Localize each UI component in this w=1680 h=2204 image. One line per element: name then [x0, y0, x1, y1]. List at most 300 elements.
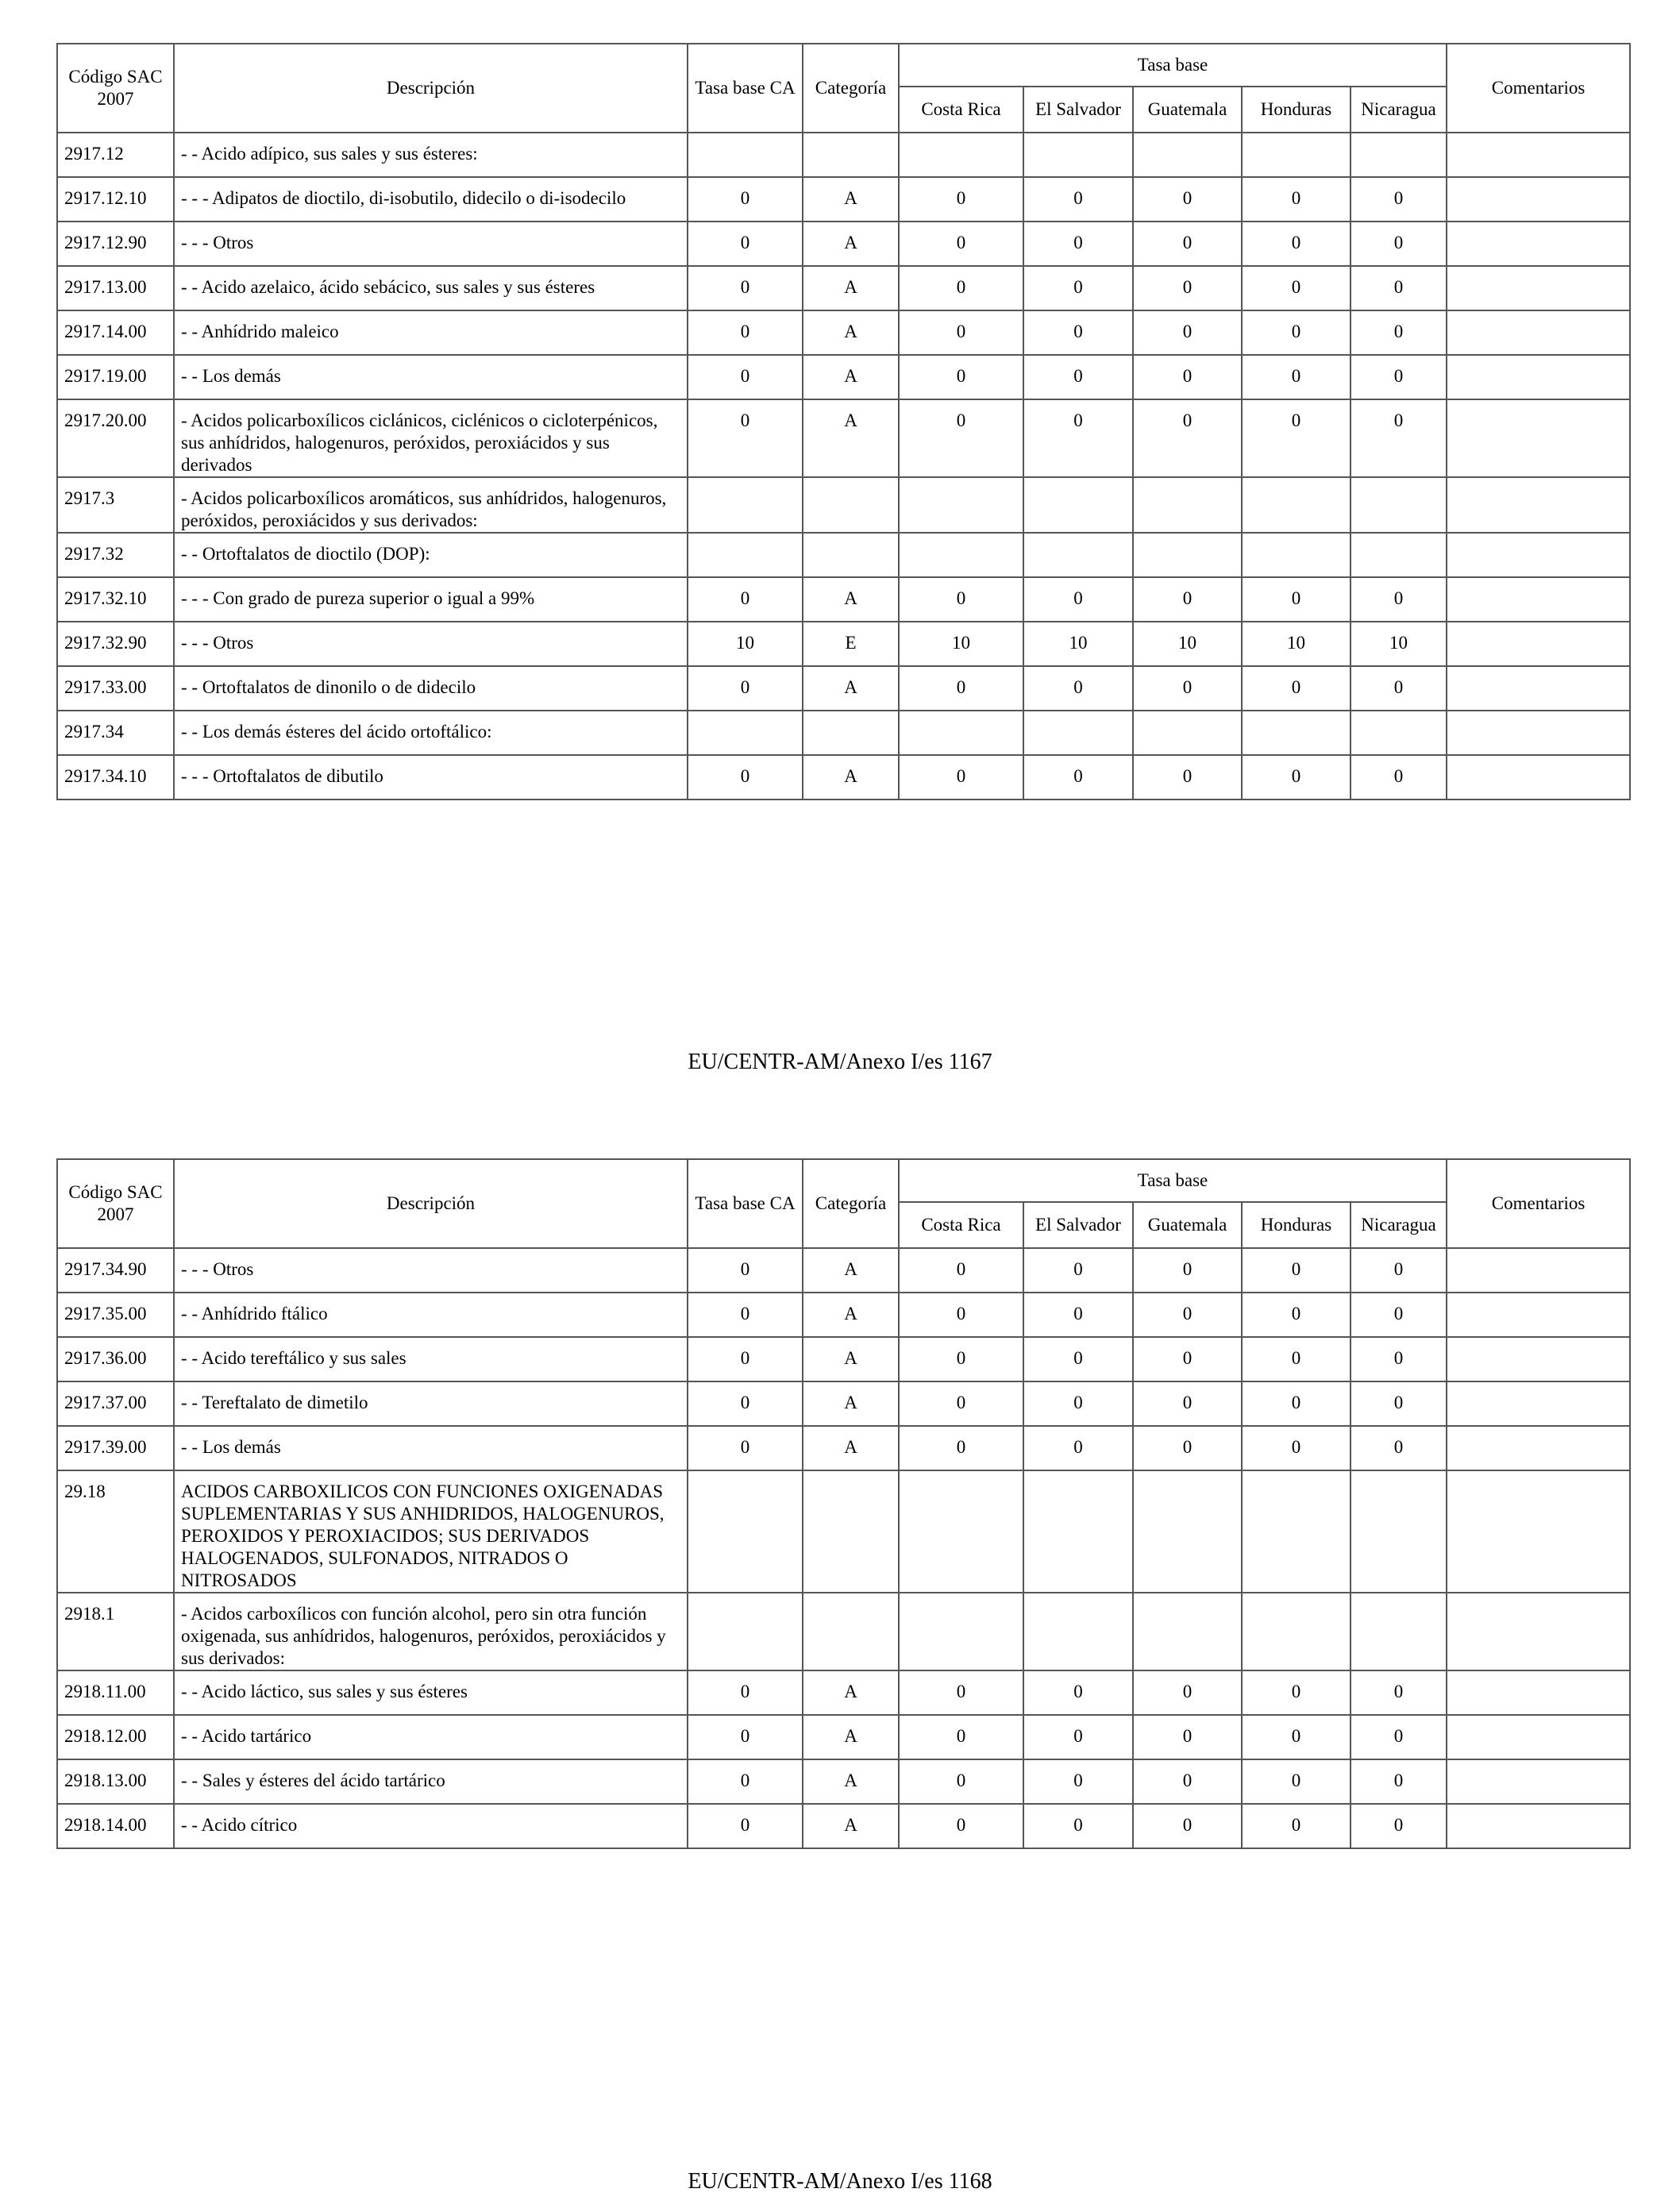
cell-honduras: 0 [1242, 1670, 1351, 1715]
cell-categoria: A [803, 1715, 899, 1759]
table-row [57, 533, 1630, 577]
cell-descripcion: - - Los demás [174, 1426, 688, 1470]
cell-el-salvador: 0 [1023, 222, 1133, 266]
cell-categoria: A [803, 222, 899, 266]
cell-el-salvador: 0 [1023, 1381, 1133, 1426]
cell-tasa-base-ca [688, 533, 803, 577]
cell-el-salvador: 0 [1023, 1337, 1133, 1381]
header-el-salvador: El Salvador [1023, 87, 1133, 133]
cell-descripcion: - - Anhídrido ftálico [174, 1293, 688, 1337]
cell-guatemala [1133, 533, 1242, 577]
table-row [57, 755, 1630, 800]
header-tasa-base: Tasa base [899, 1159, 1447, 1202]
cell-tasa-base-ca: 0 [688, 1759, 803, 1804]
cell-guatemala [1133, 1470, 1242, 1593]
cell-categoria [803, 1593, 899, 1670]
cell-comentarios [1447, 1293, 1630, 1337]
cell-codigo: 2917.33.00 [57, 666, 174, 711]
cell-comentarios [1447, 222, 1630, 266]
cell-guatemala: 0 [1133, 1759, 1242, 1804]
table-row [57, 577, 1630, 622]
table-row [57, 1715, 1630, 1759]
cell-tasa-base-ca: 0 [688, 1715, 803, 1759]
cell-tasa-base-ca: 0 [688, 1426, 803, 1470]
tariff-table-1 [56, 43, 1631, 800]
cell-honduras: 0 [1242, 1759, 1351, 1804]
cell-descripcion: - - Acido tereftálico y sus sales [174, 1337, 688, 1381]
cell-nicaragua: 0 [1351, 1337, 1447, 1381]
cell-codigo: 2918.11.00 [57, 1670, 174, 1715]
cell-costa-rica: 0 [899, 310, 1023, 355]
cell-comentarios [1447, 310, 1630, 355]
cell-categoria: A [803, 666, 899, 711]
cell-nicaragua: 0 [1351, 355, 1447, 399]
cell-comentarios [1447, 1715, 1630, 1759]
cell-descripcion: - - - Otros [174, 622, 688, 666]
cell-descripcion: - Acidos policarboxílicos ciclánicos, ciclénicos o cicloterpénicos, sus anhídridos, halogenuros, peróxidos, peroxiácidos y sus derivados [174, 399, 688, 477]
cell-honduras [1242, 711, 1351, 755]
header-descripcion: Descripción [174, 44, 688, 133]
cell-comentarios [1447, 711, 1630, 755]
cell-honduras: 0 [1242, 1381, 1351, 1426]
cell-tasa-base-ca: 0 [688, 266, 803, 310]
cell-guatemala: 0 [1133, 1337, 1242, 1381]
cell-honduras: 0 [1242, 310, 1351, 355]
cell-costa-rica: 0 [899, 1426, 1023, 1470]
cell-el-salvador: 0 [1023, 399, 1133, 477]
cell-descripcion: - Acidos policarboxílicos aromáticos, sus anhídridos, halogenuros, peróxidos, peroxiácidos y sus derivados: [174, 477, 688, 533]
cell-costa-rica: 0 [899, 1759, 1023, 1804]
header-nicaragua: Nicaragua [1351, 87, 1447, 133]
header-honduras: Honduras [1242, 87, 1351, 133]
table-row [57, 1337, 1630, 1381]
cell-nicaragua: 0 [1351, 1804, 1447, 1848]
cell-honduras [1242, 533, 1351, 577]
cell-costa-rica: 0 [899, 399, 1023, 477]
cell-guatemala: 0 [1133, 1293, 1242, 1337]
table-row [57, 622, 1630, 666]
cell-el-salvador: 0 [1023, 355, 1133, 399]
cell-categoria: A [803, 1293, 899, 1337]
table-body [57, 1248, 1630, 1848]
cell-nicaragua: 0 [1351, 310, 1447, 355]
cell-nicaragua: 0 [1351, 666, 1447, 711]
cell-categoria [803, 1470, 899, 1593]
cell-comentarios [1447, 666, 1630, 711]
cell-el-salvador: 0 [1023, 1293, 1133, 1337]
cell-honduras: 0 [1242, 222, 1351, 266]
table-row [57, 177, 1630, 222]
cell-el-salvador: 0 [1023, 577, 1133, 622]
table-row [57, 477, 1630, 533]
cell-descripcion: - - Acido azelaico, ácido sebácico, sus sales y sus ésteres [174, 266, 688, 310]
cell-descripcion: - - Anhídrido maleico [174, 310, 688, 355]
header-categoria: Categoría [803, 44, 899, 133]
cell-nicaragua: 0 [1351, 577, 1447, 622]
cell-costa-rica [899, 711, 1023, 755]
cell-guatemala: 0 [1133, 222, 1242, 266]
cell-descripcion: - - Ortoftalatos de dioctilo (DOP): [174, 533, 688, 577]
cell-codigo: 2917.39.00 [57, 1426, 174, 1470]
header-honduras: Honduras [1242, 1202, 1351, 1248]
cell-tasa-base-ca: 0 [688, 399, 803, 477]
cell-codigo: 2918.14.00 [57, 1804, 174, 1848]
cell-comentarios [1447, 1337, 1630, 1381]
cell-costa-rica: 0 [899, 1381, 1023, 1426]
cell-categoria: A [803, 177, 899, 222]
cell-el-salvador [1023, 1593, 1133, 1670]
cell-el-salvador [1023, 1470, 1133, 1593]
cell-descripcion: - - Acido láctico, sus sales y sus ésteres [174, 1670, 688, 1715]
cell-comentarios [1447, 1804, 1630, 1848]
cell-costa-rica [899, 477, 1023, 533]
cell-tasa-base-ca: 0 [688, 1248, 803, 1293]
cell-tasa-base-ca: 10 [688, 622, 803, 666]
table-row [57, 266, 1630, 310]
cell-costa-rica: 0 [899, 355, 1023, 399]
table-body [57, 133, 1630, 800]
cell-categoria: A [803, 1759, 899, 1804]
cell-comentarios [1447, 622, 1630, 666]
cell-honduras: 0 [1242, 1715, 1351, 1759]
cell-guatemala [1133, 477, 1242, 533]
cell-descripcion: - - Acido adípico, sus sales y sus ésteres: [174, 133, 688, 177]
cell-tasa-base-ca: 0 [688, 1293, 803, 1337]
cell-guatemala: 0 [1133, 1426, 1242, 1470]
cell-codigo: 2917.37.00 [57, 1381, 174, 1426]
cell-costa-rica: 0 [899, 755, 1023, 800]
cell-honduras: 0 [1242, 666, 1351, 711]
cell-nicaragua: 0 [1351, 1670, 1447, 1715]
cell-el-salvador: 0 [1023, 1426, 1133, 1470]
header-codigo: Código SAC 2007 [57, 1159, 174, 1248]
cell-el-salvador [1023, 477, 1133, 533]
cell-descripcion: ACIDOS CARBOXILICOS CON FUNCIONES OXIGENADAS SUPLEMENTARIAS Y SUS ANHIDRIDOS, HALOGENUROS, PEROXIDOS Y PEROXIACIDOS; SUS DERIVADOS HALOGENADOS, SULFONADOS, NITRADOS O NITROSADOS [174, 1470, 688, 1593]
cell-nicaragua: 0 [1351, 1759, 1447, 1804]
header-tasa-base-ca: Tasa base CA [688, 44, 803, 133]
cell-comentarios [1447, 177, 1630, 222]
cell-comentarios [1447, 1248, 1630, 1293]
cell-comentarios [1447, 133, 1630, 177]
cell-tasa-base-ca: 0 [688, 755, 803, 800]
cell-tasa-base-ca: 0 [688, 1337, 803, 1381]
cell-el-salvador: 0 [1023, 1715, 1133, 1759]
cell-comentarios [1447, 577, 1630, 622]
cell-nicaragua: 0 [1351, 1426, 1447, 1470]
cell-el-salvador: 0 [1023, 310, 1133, 355]
cell-honduras [1242, 477, 1351, 533]
cell-el-salvador: 10 [1023, 622, 1133, 666]
cell-tasa-base-ca [688, 1470, 803, 1593]
cell-comentarios [1447, 1470, 1630, 1593]
cell-categoria: A [803, 1248, 899, 1293]
cell-codigo: 2917.34.10 [57, 755, 174, 800]
cell-descripcion: - - Acido tartárico [174, 1715, 688, 1759]
cell-tasa-base-ca: 0 [688, 355, 803, 399]
table-row [57, 711, 1630, 755]
cell-comentarios [1447, 355, 1630, 399]
cell-categoria: A [803, 1337, 899, 1381]
cell-guatemala: 0 [1133, 355, 1242, 399]
cell-tasa-base-ca: 0 [688, 666, 803, 711]
cell-guatemala: 0 [1133, 266, 1242, 310]
cell-codigo: 29.18 [57, 1470, 174, 1593]
header-comentarios: Comentarios [1447, 1159, 1630, 1248]
cell-costa-rica: 0 [899, 266, 1023, 310]
cell-codigo: 2917.34.90 [57, 1248, 174, 1293]
cell-codigo: 2917.12.10 [57, 177, 174, 222]
cell-guatemala: 0 [1133, 1381, 1242, 1426]
cell-categoria: E [803, 622, 899, 666]
cell-descripcion: - - Ortoftalatos de dinonilo o de didecilo [174, 666, 688, 711]
cell-categoria: A [803, 1381, 899, 1426]
cell-guatemala: 0 [1133, 1804, 1242, 1848]
table-row [57, 1426, 1630, 1470]
cell-el-salvador: 0 [1023, 1248, 1133, 1293]
cell-codigo: 2917.36.00 [57, 1337, 174, 1381]
cell-guatemala: 0 [1133, 755, 1242, 800]
cell-el-salvador: 0 [1023, 666, 1133, 711]
cell-costa-rica: 0 [899, 666, 1023, 711]
header-guatemala: Guatemala [1133, 87, 1242, 133]
cell-categoria [803, 477, 899, 533]
cell-categoria: A [803, 399, 899, 477]
cell-costa-rica: 0 [899, 1337, 1023, 1381]
cell-categoria [803, 711, 899, 755]
cell-honduras [1242, 1470, 1351, 1593]
cell-costa-rica: 0 [899, 177, 1023, 222]
cell-comentarios [1447, 755, 1630, 800]
cell-tasa-base-ca [688, 477, 803, 533]
header-costa-rica: Costa Rica [899, 87, 1023, 133]
cell-descripcion: - - - Adipatos de dioctilo, di-isobutilo, didecilo o di-isodecilo [174, 177, 688, 222]
cell-honduras: 0 [1242, 1293, 1351, 1337]
cell-codigo: 2917.32.90 [57, 622, 174, 666]
cell-tasa-base-ca: 0 [688, 310, 803, 355]
cell-comentarios [1447, 1759, 1630, 1804]
header-guatemala: Guatemala [1133, 1202, 1242, 1248]
cell-costa-rica: 0 [899, 222, 1023, 266]
cell-el-salvador: 0 [1023, 266, 1133, 310]
cell-categoria: A [803, 1804, 899, 1848]
header-tasa-base: Tasa base [899, 44, 1447, 87]
cell-tasa-base-ca [688, 133, 803, 177]
cell-nicaragua: 0 [1351, 266, 1447, 310]
cell-guatemala: 0 [1133, 666, 1242, 711]
table-row [57, 666, 1630, 711]
cell-nicaragua [1351, 1470, 1447, 1593]
cell-comentarios [1447, 533, 1630, 577]
cell-codigo: 2918.13.00 [57, 1759, 174, 1804]
cell-costa-rica: 0 [899, 1715, 1023, 1759]
table-row [57, 1804, 1630, 1848]
cell-categoria: A [803, 577, 899, 622]
cell-comentarios [1447, 1381, 1630, 1426]
cell-codigo: 2917.19.00 [57, 355, 174, 399]
header-descripcion: Descripción [174, 1159, 688, 1248]
cell-nicaragua: 0 [1351, 755, 1447, 800]
cell-honduras: 0 [1242, 1337, 1351, 1381]
cell-honduras: 0 [1242, 1804, 1351, 1848]
table-row [57, 399, 1630, 477]
table-row [57, 1670, 1630, 1715]
cell-nicaragua: 0 [1351, 1381, 1447, 1426]
cell-descripcion: - - Acido cítrico [174, 1804, 688, 1848]
cell-honduras [1242, 133, 1351, 177]
cell-descripcion: - - - Otros [174, 222, 688, 266]
page-footer: EU/CENTR-AM/Anexo I/es 1168 [688, 2169, 992, 2194]
cell-costa-rica: 0 [899, 1804, 1023, 1848]
cell-costa-rica [899, 133, 1023, 177]
cell-nicaragua [1351, 711, 1447, 755]
cell-costa-rica [899, 533, 1023, 577]
cell-codigo: 2917.3 [57, 477, 174, 533]
cell-honduras: 10 [1242, 622, 1351, 666]
cell-descripcion: - - Los demás ésteres del ácido ortoftálico: [174, 711, 688, 755]
table-row [57, 222, 1630, 266]
cell-tasa-base-ca [688, 711, 803, 755]
cell-nicaragua: 0 [1351, 399, 1447, 477]
cell-comentarios [1447, 1670, 1630, 1715]
cell-nicaragua [1351, 1593, 1447, 1670]
cell-comentarios [1447, 399, 1630, 477]
table-row [57, 355, 1630, 399]
cell-costa-rica: 0 [899, 1248, 1023, 1293]
cell-codigo: 2918.1 [57, 1593, 174, 1670]
cell-categoria: A [803, 266, 899, 310]
cell-guatemala: 0 [1133, 399, 1242, 477]
cell-guatemala: 10 [1133, 622, 1242, 666]
table-row [57, 1248, 1630, 1293]
cell-nicaragua: 0 [1351, 222, 1447, 266]
header-el-salvador: El Salvador [1023, 1202, 1133, 1248]
page-footer: EU/CENTR-AM/Anexo I/es 1167 [688, 1050, 992, 1074]
cell-comentarios [1447, 477, 1630, 533]
cell-tasa-base-ca: 0 [688, 177, 803, 222]
cell-costa-rica: 0 [899, 1670, 1023, 1715]
table-row [57, 1470, 1630, 1593]
cell-el-salvador: 0 [1023, 755, 1133, 800]
header-nicaragua: Nicaragua [1351, 1202, 1447, 1248]
cell-el-salvador: 0 [1023, 1670, 1133, 1715]
cell-descripcion: - - - Ortoftalatos de dibutilo [174, 755, 688, 800]
cell-guatemala [1133, 133, 1242, 177]
cell-guatemala: 0 [1133, 310, 1242, 355]
cell-guatemala [1133, 1593, 1242, 1670]
cell-codigo: 2917.14.00 [57, 310, 174, 355]
header-costa-rica: Costa Rica [899, 1202, 1023, 1248]
table-row [57, 1381, 1630, 1426]
cell-categoria [803, 133, 899, 177]
cell-tasa-base-ca: 0 [688, 1804, 803, 1848]
header-comentarios: Comentarios [1447, 44, 1630, 133]
cell-costa-rica: 0 [899, 577, 1023, 622]
cell-honduras: 0 [1242, 266, 1351, 310]
cell-guatemala: 0 [1133, 577, 1242, 622]
header-codigo: Código SAC 2007 [57, 44, 174, 133]
cell-tasa-base-ca: 0 [688, 577, 803, 622]
cell-el-salvador: 0 [1023, 1759, 1133, 1804]
cell-el-salvador: 0 [1023, 1804, 1133, 1848]
cell-comentarios [1447, 266, 1630, 310]
cell-nicaragua [1351, 533, 1447, 577]
cell-nicaragua: 0 [1351, 1715, 1447, 1759]
cell-costa-rica: 10 [899, 622, 1023, 666]
cell-el-salvador: 0 [1023, 177, 1133, 222]
cell-nicaragua: 0 [1351, 177, 1447, 222]
cell-honduras: 0 [1242, 755, 1351, 800]
header-categoria: Categoría [803, 1159, 899, 1248]
cell-codigo: 2918.12.00 [57, 1715, 174, 1759]
cell-descripcion: - Acidos carboxílicos con función alcohol, pero sin otra función oxigenada, sus anhídridos, halogenuros, peróxidos, peroxiácidos y sus derivados: [174, 1593, 688, 1670]
cell-descripcion: - - - Con grado de pureza superior o igual a 99% [174, 577, 688, 622]
table-row [57, 133, 1630, 177]
table-row [57, 1293, 1630, 1337]
cell-nicaragua: 0 [1351, 1248, 1447, 1293]
cell-honduras: 0 [1242, 355, 1351, 399]
cell-comentarios [1447, 1426, 1630, 1470]
cell-codigo: 2917.12 [57, 133, 174, 177]
cell-guatemala: 0 [1133, 1670, 1242, 1715]
cell-guatemala: 0 [1133, 1248, 1242, 1293]
cell-categoria: A [803, 310, 899, 355]
cell-el-salvador [1023, 533, 1133, 577]
cell-honduras: 0 [1242, 1426, 1351, 1470]
cell-guatemala: 0 [1133, 1715, 1242, 1759]
cell-honduras: 0 [1242, 399, 1351, 477]
cell-honduras: 0 [1242, 177, 1351, 222]
cell-categoria: A [803, 755, 899, 800]
cell-codigo: 2917.35.00 [57, 1293, 174, 1337]
table-row [57, 310, 1630, 355]
cell-honduras: 0 [1242, 1248, 1351, 1293]
cell-descripcion: - - Sales y ésteres del ácido tartárico [174, 1759, 688, 1804]
cell-comentarios [1447, 1593, 1630, 1670]
cell-categoria: A [803, 1426, 899, 1470]
cell-el-salvador [1023, 711, 1133, 755]
table-row [57, 1593, 1630, 1670]
cell-codigo: 2917.32.10 [57, 577, 174, 622]
cell-tasa-base-ca: 0 [688, 222, 803, 266]
cell-guatemala: 0 [1133, 177, 1242, 222]
cell-costa-rica [899, 1593, 1023, 1670]
cell-descripcion: - - Tereftalato de dimetilo [174, 1381, 688, 1426]
cell-codigo: 2917.34 [57, 711, 174, 755]
cell-honduras: 0 [1242, 577, 1351, 622]
cell-categoria: A [803, 1670, 899, 1715]
cell-nicaragua [1351, 477, 1447, 533]
cell-categoria: A [803, 355, 899, 399]
cell-codigo: 2917.20.00 [57, 399, 174, 477]
cell-codigo: 2917.32 [57, 533, 174, 577]
tariff-table-2 [56, 1158, 1631, 1849]
header-tasa-base-ca: Tasa base CA [688, 1159, 803, 1248]
cell-el-salvador [1023, 133, 1133, 177]
cell-costa-rica [899, 1470, 1023, 1593]
cell-descripcion: - - Los demás [174, 355, 688, 399]
cell-nicaragua: 0 [1351, 1293, 1447, 1337]
cell-nicaragua: 10 [1351, 622, 1447, 666]
cell-tasa-base-ca: 0 [688, 1381, 803, 1426]
cell-costa-rica: 0 [899, 1293, 1023, 1337]
cell-codigo: 2917.13.00 [57, 266, 174, 310]
cell-categoria [803, 533, 899, 577]
cell-nicaragua [1351, 133, 1447, 177]
table-row [57, 1759, 1630, 1804]
cell-tasa-base-ca [688, 1593, 803, 1670]
cell-descripcion: - - - Otros [174, 1248, 688, 1293]
cell-tasa-base-ca: 0 [688, 1670, 803, 1715]
